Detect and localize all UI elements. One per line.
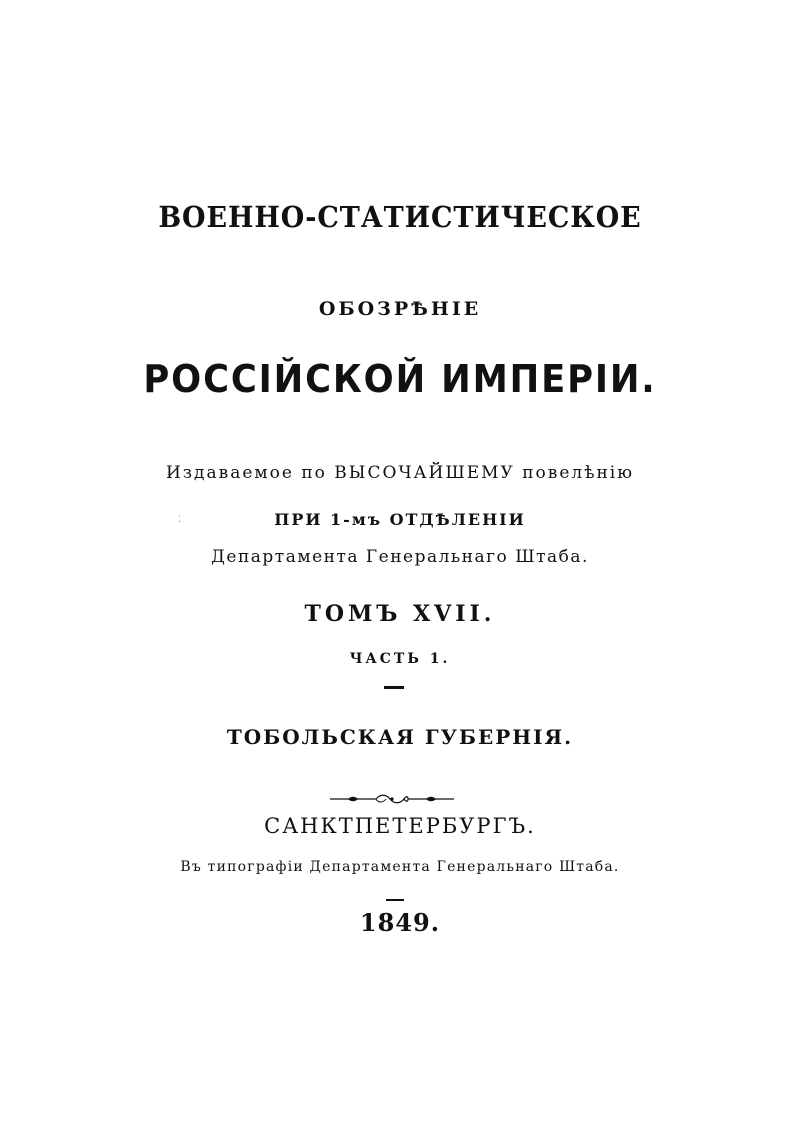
volume-number: ТОМЪ XVII. bbox=[304, 601, 496, 627]
publication-year: 1849. bbox=[359, 908, 441, 937]
title-line-3: РОССІЙСКОЙ ИМПЕРІИ. bbox=[143, 357, 657, 401]
subject-title: ТОБОЛЬСКАЯ ГУБЕРНІЯ. bbox=[226, 725, 574, 749]
department-name: Департамента Генеральнаго Штаба. bbox=[211, 547, 589, 567]
title-line-1: ВОЕННО-СТАТИСТИЧЕСКОЕ bbox=[158, 200, 642, 234]
part-number: ЧАСТЬ 1. bbox=[349, 651, 451, 667]
publication-authority: Издаваемое по ВЫСОЧАЙШЕМУ повелѣнію bbox=[165, 463, 635, 483]
ornamental-rule-icon bbox=[328, 792, 456, 806]
print-speck: ⁚ bbox=[178, 515, 181, 525]
publication-city: САНКТПЕТЕРБУРГЪ. bbox=[264, 814, 536, 838]
short-rule bbox=[386, 899, 404, 901]
short-rule bbox=[384, 686, 404, 689]
title-line-2: ОБОЗРѢНІЕ bbox=[318, 298, 482, 320]
printer-line: Въ типографіи Департамента Генеральнаго Штаба. bbox=[180, 859, 620, 875]
department-section: ПРИ 1-мъ ОТДѢЛЕНІИ bbox=[274, 510, 526, 529]
